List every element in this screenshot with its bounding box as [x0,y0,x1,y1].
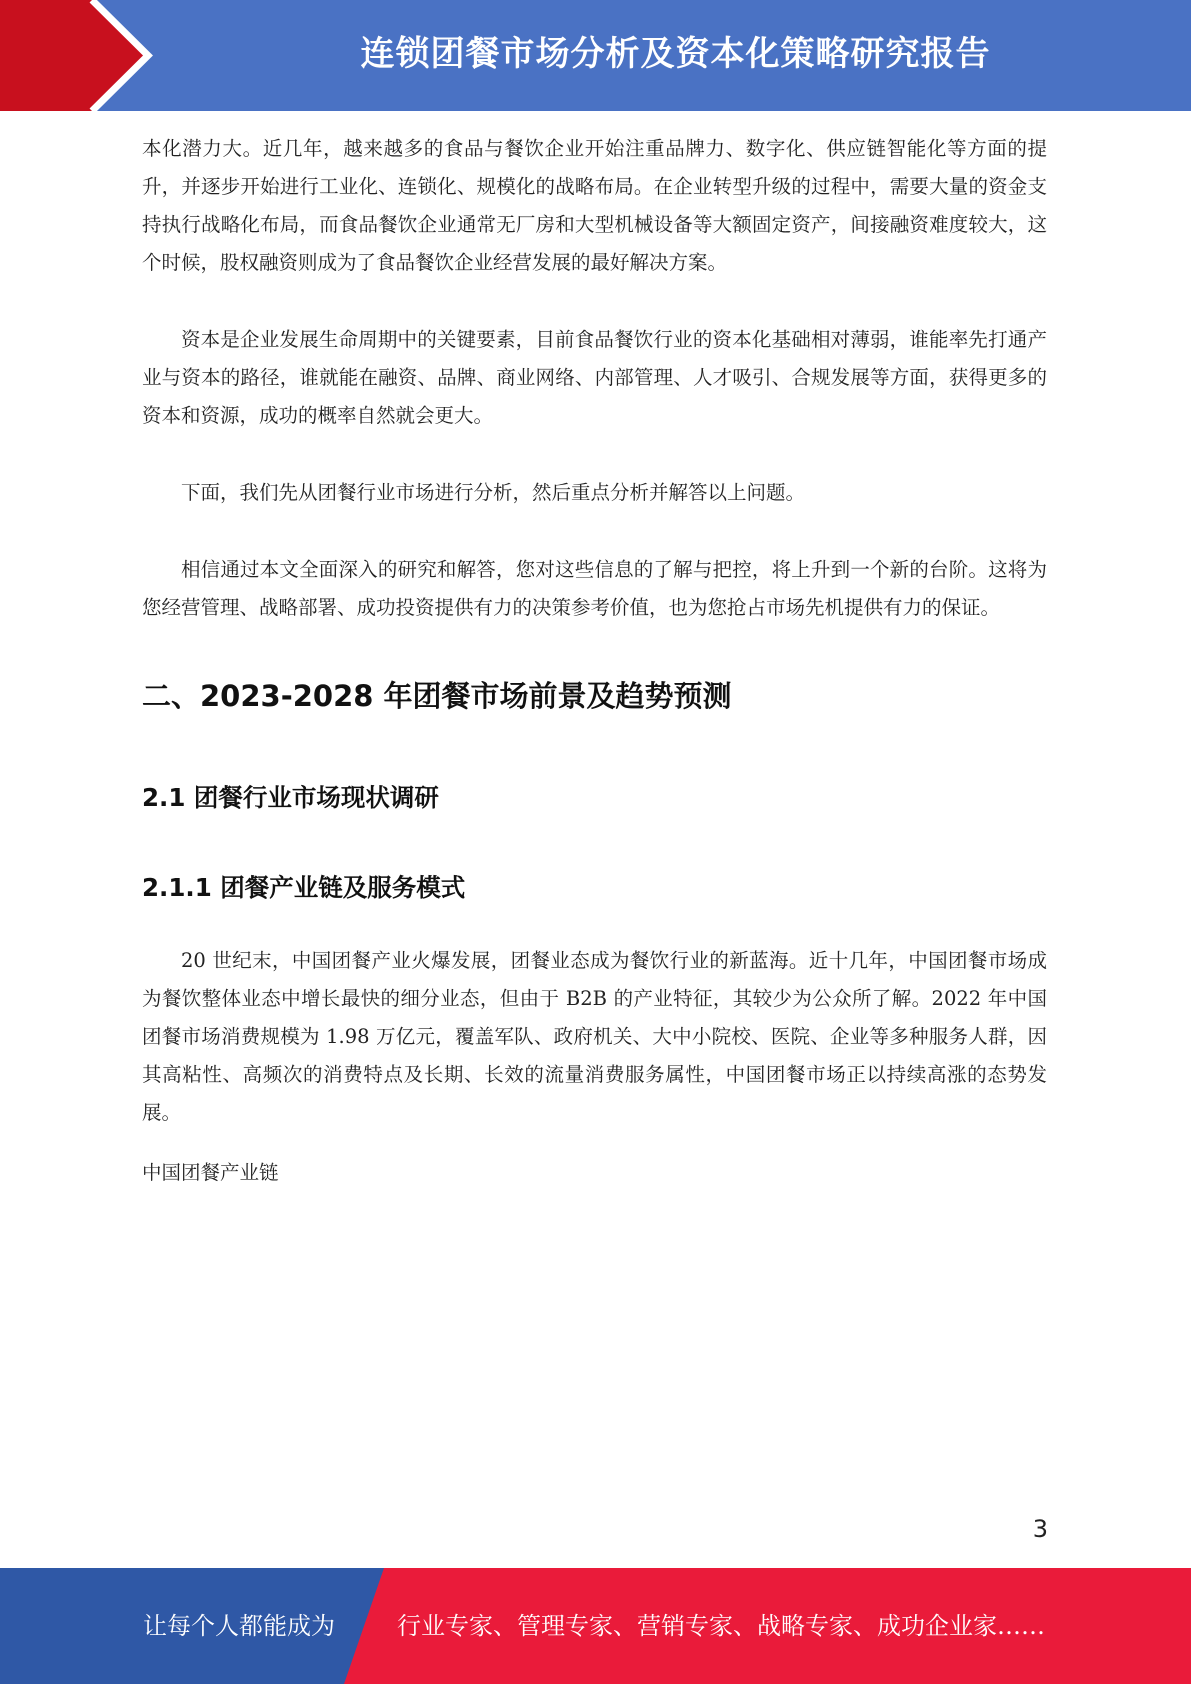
page-footer [0,1568,1191,1684]
page-header [0,0,1191,111]
intro-paragraph-2: 资本是企业发展生命周期中的关键要素，目前食品餐饮行业的资本化基础相对薄弱，谁能率先打通产业与资本的路径，谁就能在融资、品牌、商业网络、内部管理、人才吸引、合规发展等方面，获得更多的资本和资源，成功的概率自然就会更大。 [142,328,1047,427]
intro-paragraph-1: 本化潜力大。近几年，越来越多的食品与餐饮企业开始注重品牌力、数字化、供应链智能化等方面的提升，并逐步开始进行工业化、连锁化、规模化的战略布局。在企业转型升级的过程中，需要大量的资金支持执行战略化布局，而食品餐饮企业通常无厂房和大型机械设备等大额固定资产，间接融资难度较大，这个时候，股权融资则成为了食品餐饮企业经营发展的最好解决方案。 [142,137,1047,274]
subsubsection-heading: 2.1.1 团餐产业链及服务模式 [142,873,466,902]
subsection-heading: 2.1 团餐行业市场现状调研 [142,783,439,812]
document-title: 连锁团餐市场分析及资本化策略研究报告 [360,34,991,74]
footer-slogan-right: 行业专家、管理专家、营销专家、战略专家、成功企业家…… [397,1612,1045,1640]
footer-slogan-left: 让每个人都能成为 [143,1612,335,1640]
intro-paragraph-4: 相信通过本文全面深入的研究和解答，您对这些信息的了解与把控，将上升到一个新的台阶。这将为您经营管理、战略部署、成功投资提供有力的决策参考价值，也为您抢占市场先机提供有力的保证。 [142,558,1047,619]
intro-paragraph-3: 下面，我们先从团餐行业市场进行分析，然后重点分析并解答以上问题。 [181,481,806,504]
section-heading: 二、2023-2028 年团餐市场前景及趋势预测 [142,679,732,713]
page-number: 3 [1032,1515,1048,1543]
header-arrow-icon [0,0,160,111]
figure-caption: 中国团餐产业链 [142,1161,279,1184]
section-paragraph: 20 世纪末，中国团餐产业火爆发展，团餐业态成为餐饮行业的新蓝海。近十几年，中国团餐市场成为餐饮整体业态中增长最快的细分业态，但由于 B2B 的产业特征，其较少为公众所了解。2022 年中国团餐市场消费规模为 1.98 万亿元，覆盖军队、政府机关、大中小院校、医院、企业等多种服务人群，因其高粘性、高频次的消费特点及长期、长效的流量消费服务属性，中国团餐市场正以持续高涨的态势发展。 [142,949,1047,1124]
page-content [142,130,1047,1192]
